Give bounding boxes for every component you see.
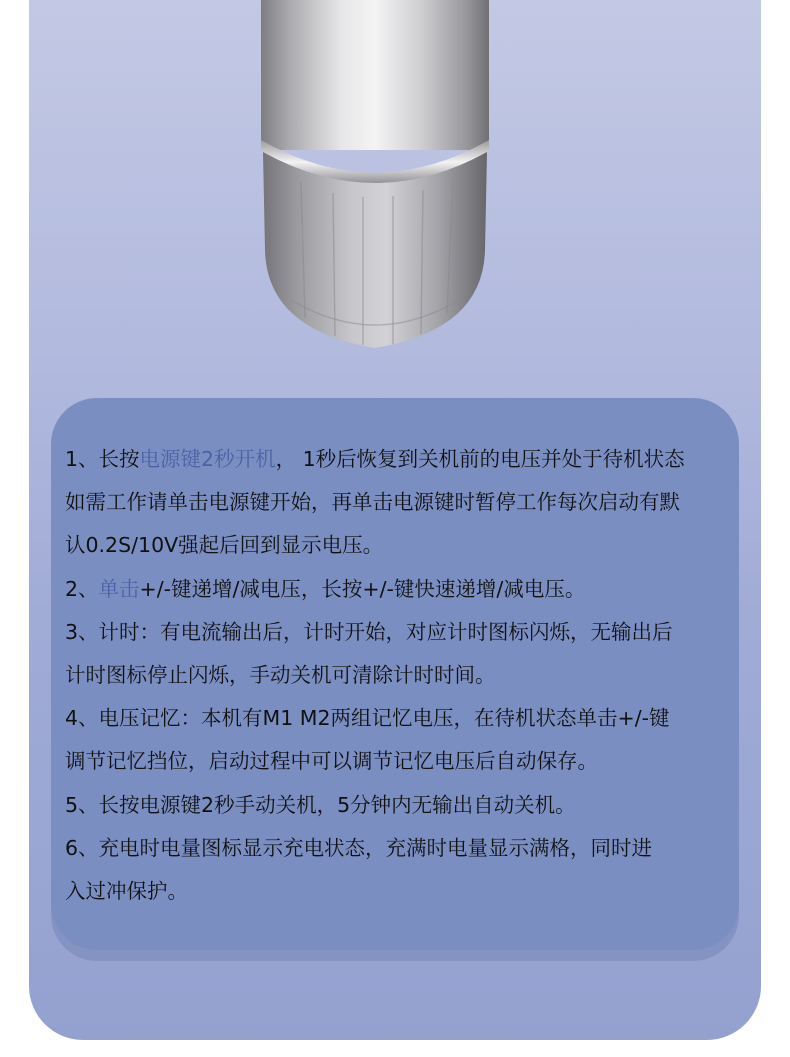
background-panel — [29, 0, 761, 1040]
instruction-line — [65, 438, 730, 481]
instruction-line — [65, 524, 730, 567]
instruction-text: 3、计时：有电流输出后，计时开始，对应计时图标闪烁，无输出后 — [65, 619, 673, 644]
instruction-line — [65, 740, 730, 783]
instruction-line — [65, 568, 730, 611]
instruction-line — [65, 827, 730, 870]
highlighted-text: 电源键2秒开机 — [139, 447, 276, 471]
instruction-text: 2、 — [65, 576, 99, 601]
instructions-list — [65, 438, 730, 913]
instruction-text: +/-键递增/减电压，长按+/-键快速递增/减电压。 — [139, 576, 586, 601]
instruction-text: 入过冲保护。 — [65, 879, 188, 904]
instruction-text: 4、电压记忆：本机有M1 M2两组记忆电压，在待机状态单击+/-键 — [65, 706, 670, 731]
instruction-text: 如需工作请单击电源键开始，再单击电源键时暂停工作每次启动有默 — [65, 490, 680, 515]
instruction-line — [65, 784, 730, 827]
metal-cylinder-device-image — [261, 0, 489, 350]
instruction-line — [65, 611, 730, 654]
instruction-text: 6、充电时电量图标显示充电状态，充满时电量显示满格，同时进 — [65, 835, 653, 860]
instruction-text: 认0.2S/10V强起后回到显示电压。 — [65, 533, 384, 558]
instruction-line — [65, 654, 730, 697]
instruction-text: 调节记忆挡位，启动过程中可以调节记忆电压后自动保存。 — [65, 749, 598, 774]
instruction-text: 1、长按 — [65, 447, 140, 471]
instruction-line — [65, 481, 730, 524]
instruction-text: 5、长按电源键2秒手动关机，5分钟内无输出自动关机。 — [65, 792, 576, 817]
instruction-text: ， 1秒后恢复到关机前的电压并处于待机状态 — [275, 447, 685, 471]
instruction-text: 计时图标停止闪烁，手动关机可清除计时时间。 — [65, 663, 496, 688]
instruction-line — [65, 697, 730, 740]
instructions-card — [51, 398, 739, 950]
instruction-line — [65, 870, 730, 913]
highlighted-text: 单击 — [98, 576, 140, 601]
